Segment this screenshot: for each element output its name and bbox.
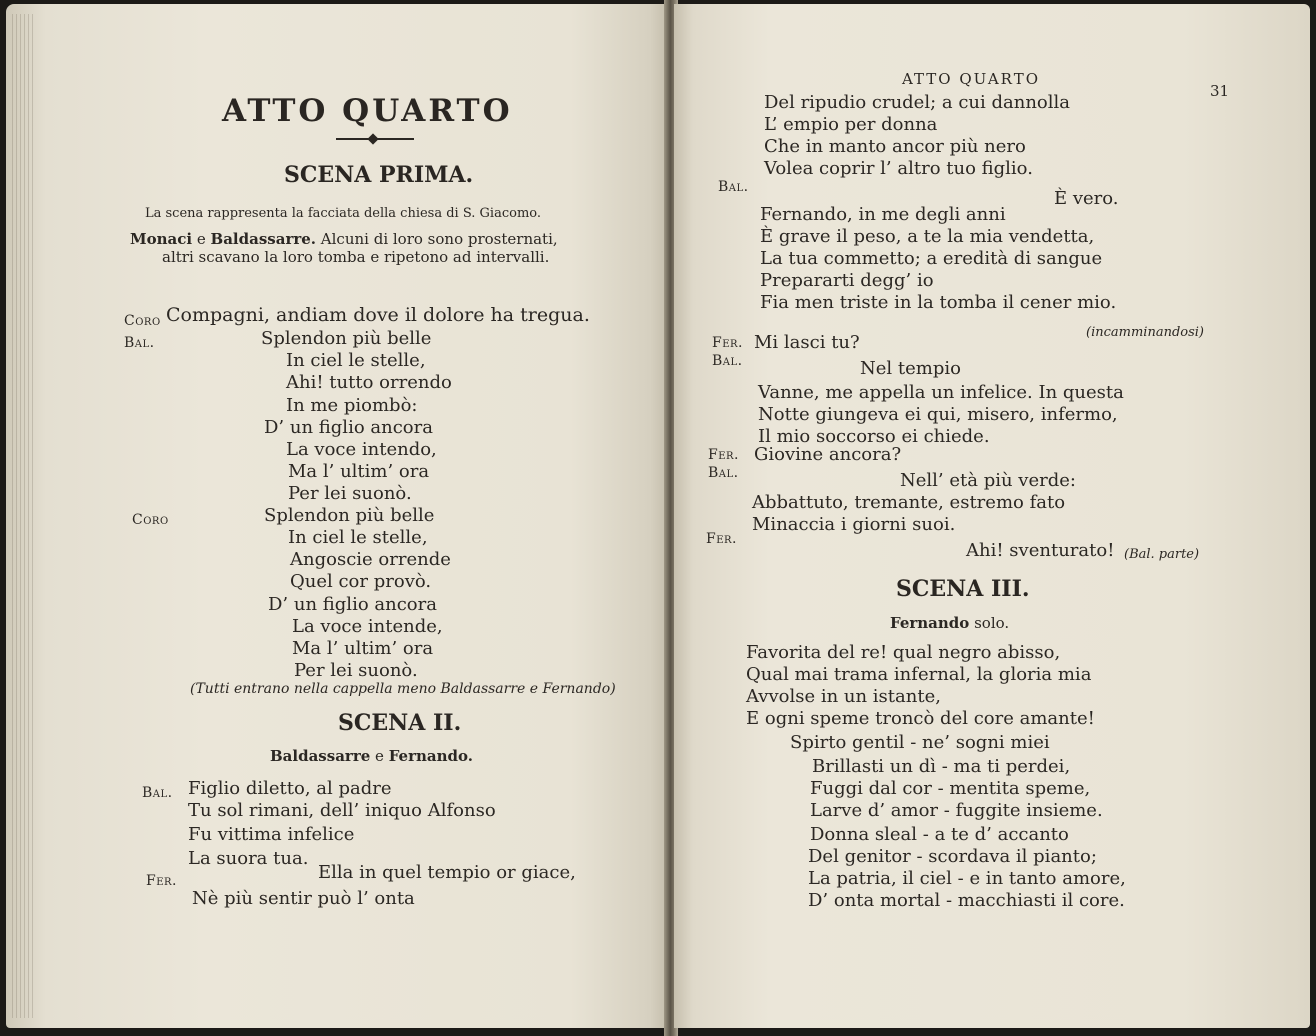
- verse-line: Minaccia i giorni suoi.: [752, 514, 956, 535]
- verse-line: L’ empio per donna: [764, 114, 938, 135]
- speaker-label: Fer.: [146, 873, 177, 889]
- scene-3-heading: SCENA III.: [896, 576, 1030, 602]
- speaker-label: Fer.: [708, 447, 739, 463]
- speaker-label: Coro: [132, 512, 169, 528]
- scene-2-characters: Baldassarre e Fernando.: [270, 747, 473, 765]
- speaker-label: Bal.: [712, 353, 743, 369]
- verse-line: Volea coprir l’ altro tuo figlio.: [764, 158, 1033, 179]
- scene-1-heading: SCENA PRIMA.: [284, 162, 474, 188]
- verse-line: Favorita del re! qual negro abisso,: [746, 642, 1061, 663]
- verse-line: Larve d’ amor - fuggite insieme.: [810, 800, 1103, 821]
- verse-line: In ciel le stelle,: [288, 527, 428, 548]
- speaker-label: Fer.: [712, 335, 743, 351]
- verse-line: Figlio diletto, al padre: [188, 778, 392, 799]
- verse-line: D’ un figlio ancora: [268, 594, 437, 615]
- act-title: ATTO QUARTO: [222, 93, 513, 129]
- page-edges: [12, 14, 34, 1018]
- scene-1-description: La scena rappresenta la facciata della chiesa di S. Giacomo.: [145, 206, 542, 221]
- verse-line: Splendon più belle: [261, 328, 432, 349]
- verse-line: Ma l’ ultim’ ora: [292, 638, 434, 659]
- page-number: 31: [1210, 82, 1230, 100]
- verse-line: La tua commetto; a eredità di sangue: [760, 248, 1103, 269]
- verse-line: Fia men triste in la tomba il cener mio.: [760, 292, 1117, 313]
- scene-1-characters-line2: altri scavano la loro tomba e ripetono ad intervalli.: [162, 248, 550, 266]
- verse-line: D’ un figlio ancora: [264, 417, 433, 438]
- verse-line: Spirto gentil - ne’ sogni miei: [790, 732, 1050, 753]
- verse-line: E ogni speme troncò del core amante!: [746, 708, 1095, 729]
- stage-direction: (Tutti entrano nella cappella meno Baldassarre e Fernando): [190, 681, 616, 697]
- verse-line: Giovine ancora?: [754, 444, 902, 465]
- verse-line: Fu vittima infelice: [188, 824, 355, 845]
- speaker-label: Fer.: [706, 531, 737, 547]
- left-page: [6, 4, 670, 1028]
- stage-direction: (incamminandosi): [1086, 325, 1204, 340]
- verse-line: Angoscie orrende: [290, 549, 451, 570]
- verse-line: La patria, il ciel - e in tanto amore,: [808, 868, 1126, 889]
- verse-line: È grave il peso, a te la mia vendetta,: [760, 226, 1095, 247]
- verse-line: Qual mai trama infernal, la gloria mia: [746, 664, 1092, 685]
- verse-line: Abbattuto, tremante, estremo fato: [752, 492, 1066, 513]
- verse-line: Mi lasci tu?: [754, 332, 860, 353]
- verse-line: Splendon più belle: [264, 505, 435, 526]
- verse-line: La voce intende,: [292, 616, 443, 637]
- right-page: [674, 4, 1310, 1028]
- verse-line: Brillasti un dì - ma ti perdei,: [812, 756, 1071, 777]
- scene-1-characters: Monaci e Baldassarre. Alcuni di loro sono prosternati,: [130, 230, 558, 248]
- verse-line: Del genitor - scordava il pianto;: [808, 846, 1097, 867]
- running-head: ATTO QUARTO: [902, 70, 1041, 88]
- verse-line: Per lei suonò.: [294, 660, 418, 681]
- verse-line: Notte giungeva ei qui, misero, infermo,: [758, 404, 1118, 425]
- verse-line: Vanne, me appella un infelice. In questa: [758, 382, 1124, 403]
- verse-line: È vero.: [1054, 188, 1119, 209]
- verse-line: Per lei suonò.: [288, 483, 412, 504]
- verse-line: Prepararti degg’ io: [760, 270, 934, 291]
- verse-line: Ahi! tutto orrendo: [286, 372, 452, 393]
- title-ornament: [367, 133, 378, 144]
- verse-line: Donna sleal - a te d’ accanto: [810, 824, 1069, 845]
- verse-line: Ella in quel tempio or giace,: [318, 862, 576, 883]
- verse-line: Fernando, in me degli anni: [760, 204, 1006, 225]
- verse-line: Quel cor provò.: [290, 571, 432, 592]
- speaker-label: Bal.: [718, 179, 749, 195]
- scene-3-characters: Fernando solo.: [890, 614, 1010, 632]
- verse-line: In ciel le stelle,: [286, 350, 426, 371]
- verse-line: Del ripudio crudel; a cui dannolla: [764, 92, 1070, 113]
- verse-line: Nè più sentir può l’ onta: [192, 888, 415, 909]
- verse-line: Compagni, andiam dove il dolore ha tregua.: [166, 304, 590, 326]
- verse-line: D’ onta mortal - macchiasti il core.: [808, 890, 1125, 911]
- stage-direction: (Bal. parte): [1124, 547, 1200, 562]
- verse-line: Avvolse in un istante,: [746, 686, 941, 707]
- verse-line: Nell’ età più verde:: [900, 470, 1076, 491]
- speaker-label: Bal.: [142, 785, 173, 801]
- scene-2-heading: SCENA II.: [338, 710, 462, 736]
- verse-line: Che in manto ancor più nero: [764, 136, 1026, 157]
- verse-line: Tu sol rimani, dell’ iniquo Alfonso: [188, 800, 496, 821]
- speaker-label: Bal.: [124, 335, 155, 351]
- verse-line: Nel tempio: [860, 358, 961, 379]
- verse-line: Fuggi dal cor - mentita speme,: [810, 778, 1091, 799]
- verse-line: La suora tua.: [188, 848, 309, 869]
- verse-line: Il mio soccorso ei chiede.: [758, 426, 990, 447]
- verse-line: In me piombò:: [286, 395, 418, 416]
- speaker-label: Coro: [124, 313, 161, 329]
- verse-line: Ahi! sventurato!: [966, 540, 1115, 561]
- verse-line: Ma l’ ultim’ ora: [288, 461, 430, 482]
- speaker-label: Bal.: [708, 465, 739, 481]
- verse-line: La voce intendo,: [286, 439, 437, 460]
